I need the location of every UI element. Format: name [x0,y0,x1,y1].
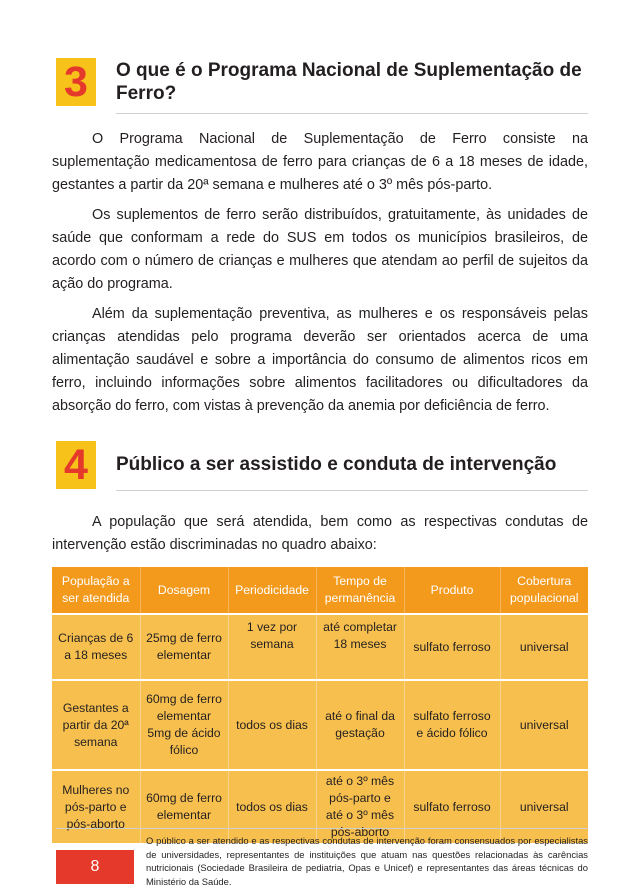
table-cell: todos os dias [228,680,316,770]
table-cell: universal [500,680,588,770]
paragraph: O Programa Nacional de Suplementação de Ferro consiste na suplementação medicamentosa de ferro para crianças de 6 a 18 meses de idade, gestantes a partir da 20ª semana e mulheres até o 3º mês pós-parto. [52,131,588,193]
section-number-badge: 4 [56,441,96,489]
intervention-table [52,567,588,843]
footer-divider [56,828,588,829]
section-number-badge: 3 [56,58,96,106]
table-cell: 60mg de ferro elementar 5mg de ácido fólico [140,680,228,770]
page-number: 8 [56,850,134,884]
section-4-heading [56,441,588,489]
table-cell: sulfato ferroso e ácido fólico [404,680,500,770]
table-cell: sulfato ferroso [404,614,500,680]
column-header: Tempo de permanência [316,567,404,614]
table-cell: Crianças de 6 a 18 meses [52,614,140,680]
section-divider [116,113,588,114]
paragraph: Os suplementos de ferro serão distribuídos, gratuitamente, às unidades de saúde que conformam a rede do SUS em todos os municípios brasileiros, de acordo com o número de crianças e mulheres que atendam ao perfil de sujeitos da ação do programa. [52,207,588,292]
section-4-body [52,511,588,564]
paragraph: A população que será atendida, bem como as respectivas condutas de intervenção estão discriminadas no quadro abaixo: [52,514,588,553]
section-3-heading [56,58,588,106]
table-cell: 1 vez por semana [228,614,316,680]
table-cell: 25mg de ferro elementar [140,614,228,680]
column-header: Produto [404,567,500,614]
paragraph: Além da suplementação preventiva, as mulheres e os responsáveis pelas crianças atendidas pelo programa deverão ser orientados acerca de uma alimentação saudável e sobre a importância do consumo de alimentos ricos em ferro, incluindo informações sobre alimentos facilitadores ou dificultadores da absorção do ferro, com vistas à prevenção da anemia por deficiência de ferro. [52,306,588,414]
table-cell: universal [500,770,588,843]
table-cell: universal [500,614,588,680]
table-row [52,770,588,843]
table-header-row [52,567,588,614]
table-cell: Mulheres no pós-parto e pós-aborto [52,770,140,843]
table-cell: 60mg de ferro elementar [140,770,228,843]
table-cell: até o final da gestação [316,680,404,770]
section-title: O que é o Programa Nacional de Suplementação de Ferro? [116,60,582,104]
table-cell: até o 3º mês pós-parto e até o 3º mês pós-aborto [316,770,404,843]
section-3-body [52,128,588,425]
column-header: Periodicidade [228,567,316,614]
footnote: O público a ser atendido e as respectivas condutas de intervenção foram consensuados por especialistas de universidades, representantes de instituições que atuam nas questões relacionadas às carências nutricionais (Sociedade Brasileira de pediatria, Opas e Unicef) e representantes das áreas técnicas do Ministério da Saúde. [146,835,588,887]
column-header: População a ser atendida [52,567,140,614]
section-title: Público a ser assistido e conduta de intervenção [116,454,557,475]
table-cell: todos os dias [228,770,316,843]
table-cell: sulfato ferroso [404,770,500,843]
column-header: Dosagem [140,567,228,614]
table-cell: até completar 18 meses [316,614,404,680]
column-header: Cobertura populacional [500,567,588,614]
table-cell: Gestantes a partir da 20ª semana [52,680,140,770]
table-row [52,614,588,680]
section-divider [116,490,588,491]
table-row [52,680,588,770]
